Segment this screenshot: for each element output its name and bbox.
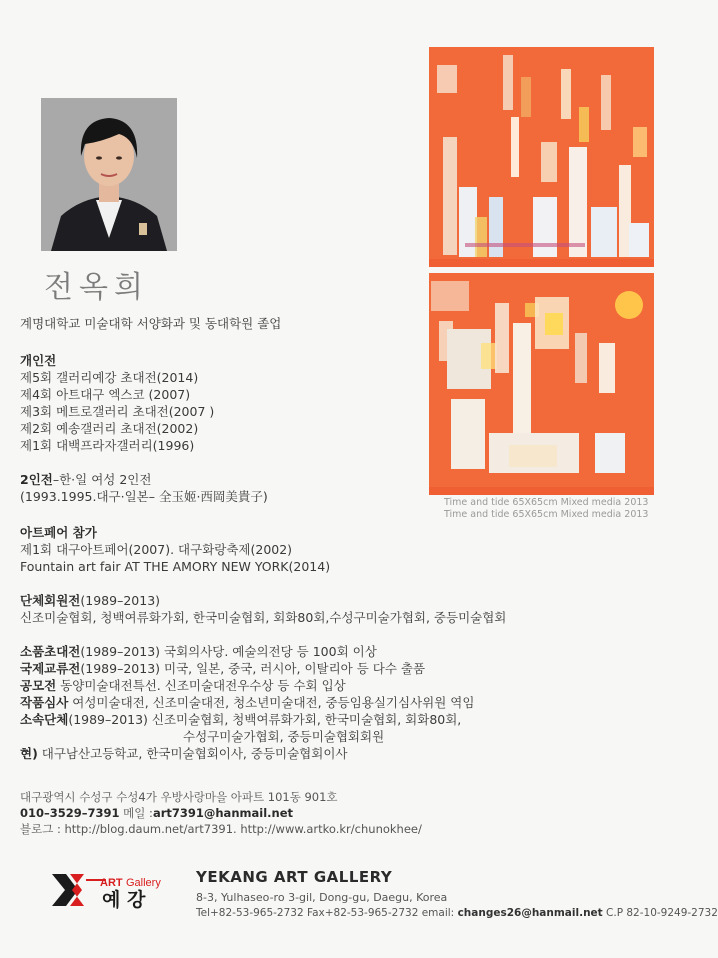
contact-blog: 블로그 : http://blog.daum.net/art7391. http://www.artko.kr/chunokhee/: [20, 822, 422, 836]
gallery-email: changes26@hanmail.net: [457, 907, 603, 919]
solo-item: 제5회 갤러리예강 초대전(2014): [20, 370, 199, 385]
detail-label: 작품심사: [20, 695, 69, 710]
duo-detail: (1993.1995.대구·일본– 全玉姬·西岡美貴子): [20, 489, 268, 504]
contact-address: 대구광역시 수성구 수성4가 우방사랑마을 아파트 101동 901호: [20, 790, 338, 804]
detail-row: [20, 677, 480, 694]
current-text: 대구남산고등학교, 한국미술협회이사, 중등미술협회이사: [37, 746, 348, 761]
current-position-row: [20, 745, 480, 762]
duo-text: –한·일 여성 2인전: [52, 472, 152, 487]
detail-label: 공모전: [20, 678, 57, 693]
painting-caption-2: Time and tide 65X65cm Mixed media 2013: [444, 509, 649, 520]
contact-phone: 010–3529–7391: [20, 806, 120, 820]
artfair-heading: 아트페어 참가: [20, 525, 97, 540]
abstract-painting-2: [429, 273, 654, 495]
detail-row: [20, 694, 480, 711]
group-heading: 단체회원전: [20, 593, 81, 608]
details-block: [20, 643, 480, 762]
painting-image-1: [429, 47, 654, 267]
education-text: 계명대학교 미술대학 서양화과 및 동대학원 졸업: [20, 316, 282, 331]
artist-name: 전옥희: [44, 270, 149, 305]
gallery-logo: [48, 868, 188, 912]
group-period: (1989–2013): [80, 593, 161, 608]
solo-item: 제2회 예송갤러리 초대전(2002): [20, 421, 199, 436]
painting-caption-1: Time and tide 65X65cm Mixed media 2013: [444, 497, 649, 508]
artfair-block: [20, 524, 440, 575]
logo-korean-name: 예 강: [102, 889, 146, 911]
detail-label: 국제교류전: [20, 661, 81, 676]
detail-row: [20, 643, 480, 660]
group-text: 신조미술협회, 청백여류화가회, 한국미술협회, 회화80회,수성구미술가협회, 중등미술협회: [20, 610, 507, 625]
detail-text: (1989–2013) 신조미술협회, 청백여류화가회, 한국미술협회, 회화80회,: [68, 712, 462, 727]
gallery-title: YEKANG ART GALLERY: [196, 868, 393, 886]
gallery-logo-mark: [48, 868, 188, 912]
contact-email: art7391@hanmail.net: [152, 806, 293, 820]
detail-text: (1989–2013) 국회의사당. 예술의전당 등 100회 이상: [80, 644, 377, 659]
artfair-item: 제1회 대구아트페어(2007). 대구화랑축제(2002): [20, 542, 293, 557]
duo-exhibition: [20, 471, 440, 505]
detail-row: [20, 660, 480, 677]
artfair-item: Fountain art fair AT THE AMORY NEW YORK(2014): [20, 559, 331, 574]
gallery-tel: Tel+82-53-965-2732: [196, 907, 304, 919]
detail-text: 여성미술대전, 신조미술대전, 청소년미술대전, 중등임용실기심사위원 역임: [68, 695, 475, 710]
gallery-cp: C.P 82-10-9249-2732: [606, 907, 718, 919]
solo-item: 제4회 아트대구 엑스코 (2007): [20, 387, 191, 402]
gallery-address: 8-3, Yulhaseo-ro 3-gil, Dong-gu, Daegu, Korea: [196, 891, 448, 904]
detail-label: 소속단체: [20, 712, 69, 727]
contact-email-label: 메일 :: [119, 806, 153, 820]
solo-exhibitions: [20, 352, 440, 454]
painting-image-2: [429, 273, 654, 495]
detail-row: [20, 711, 480, 728]
logo-art-text: ART: [100, 877, 123, 889]
gallery-contact-row: [196, 907, 718, 919]
detail-continuation: 수성구미술가협회, 중등미술협회회원: [183, 729, 385, 744]
education-block: [20, 315, 440, 332]
detail-text: 동양미술대전특선. 신조미술대전우수상 등 수회 입상: [56, 678, 346, 693]
detail-label: 소품초대전: [20, 644, 81, 659]
portrait-illustration: [41, 98, 177, 251]
detail-text: (1989–2013) 미국, 일본, 중국, 러시아, 이탈리아 등 다수 출품: [80, 661, 426, 676]
contact-phone-email-row: [20, 805, 480, 821]
artist-portrait-photo: [41, 98, 177, 251]
gallery-email-label: email:: [421, 907, 455, 919]
group-exhibitions: [20, 592, 507, 626]
current-label: 현): [20, 746, 38, 761]
logo-gallery-text: Gallery: [126, 877, 161, 889]
gallery-fax: Fax+82-53-965-2732: [307, 907, 419, 919]
contact-block: [20, 789, 480, 837]
solo-heading: 개인전: [20, 353, 57, 368]
duo-heading: 2인전: [20, 472, 53, 487]
solo-item: 제3회 메트로갤러리 초대전(2007 ): [20, 404, 215, 419]
solo-item: 제1회 대백프라자갤러리(1996): [20, 438, 195, 453]
abstract-painting-1: [429, 47, 654, 267]
